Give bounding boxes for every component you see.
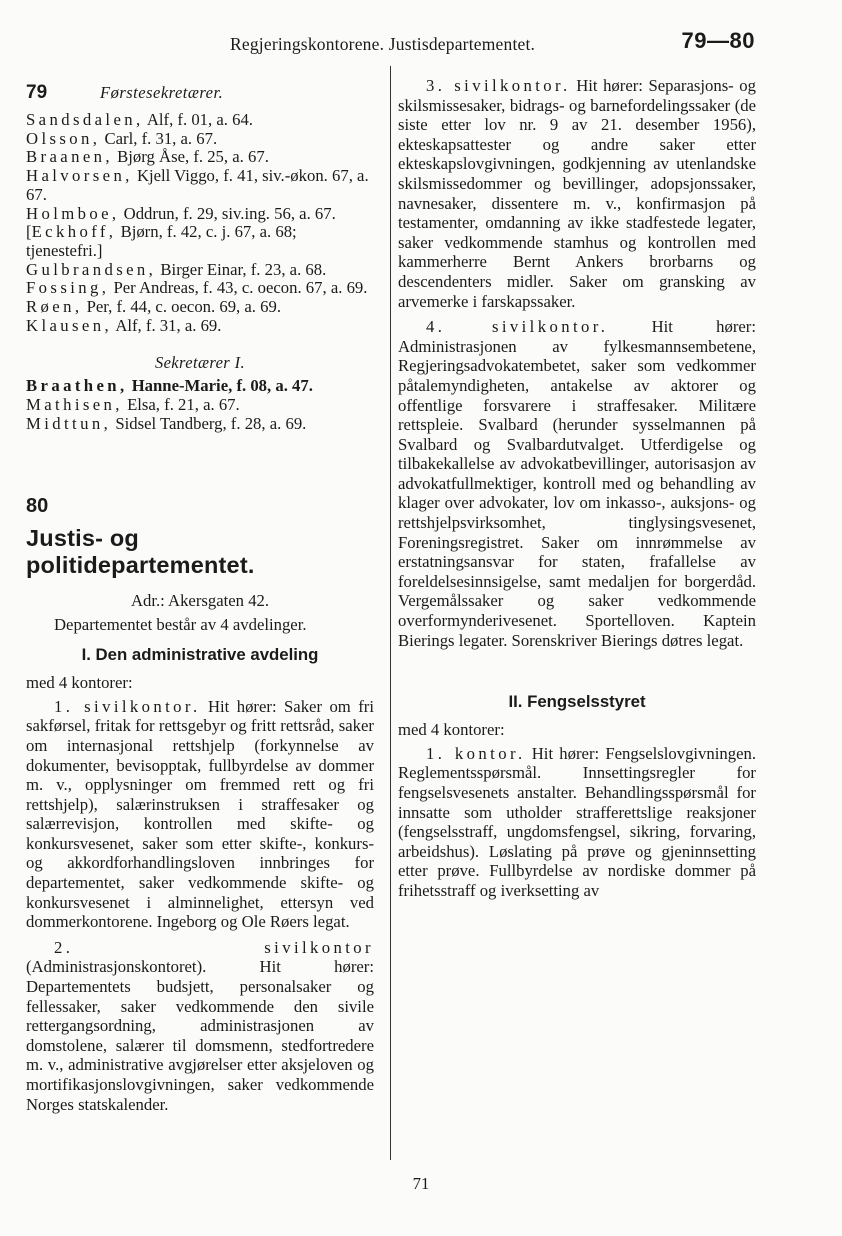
office-1-text: Hit hører: Saker om fri sakførsel, fritak for rettsgebyr og fritt rettsråd, saker om internasjonal rettshjelp (forkynnelse av dokumenter, bevisopptak, fullbyrdelse av dommer m. v., opplysninger om fremmed rett og fri rettshjelp), salærinstruksen i straffesaker og salærrevisjon, kontrollen med skifte- og konkursvesenet, saker som etter skifte-, konkurs- og akkordforhandlingsloven innbringes for departementet, saker vedkommende skifte- og konkursvesenet i alminnelighet, ettersyn ved dommerkontorene. Ingeborg og Ole Røers legat. [26, 696, 374, 932]
office-3-paragraph [398, 76, 756, 311]
division-2-offices: med 4 kontorer: [398, 720, 505, 740]
section-79-number: 79 [26, 82, 48, 103]
secretaries-subheading: Sekretærer I. [154, 353, 246, 373]
list-item: Halvorsen, Kjell Viggo, f. 41, siv.-økon. 67, a. 67. [26, 166, 369, 204]
list-item: Braathen, Hanne-Marie, f. 08, a. 47. [26, 376, 313, 396]
office-3-label: 3. sivilkontor. [426, 76, 571, 95]
section-79-header [26, 82, 374, 104]
right-column [398, 70, 756, 901]
running-header-pages: 79—80 [681, 28, 755, 53]
list-item: Fossing, Per Andreas, f. 43, c. oecon. 67, a. 69. [26, 278, 368, 298]
list-item: Gulbrandsen, Birger Einar, f. 23, a. 68. [26, 259, 327, 279]
column-divider [390, 66, 391, 1160]
prison-office-1-label: 1. kontor. [426, 743, 526, 763]
office-2-text: (Administrasjonskontoret). Hit hører: Departementets budsjett, personalsaker og fellessaker, saker vedkommende den sivile rettergangsordning, administrasjonen av domstolene, salærer til domsmenn, stedfortredere m. v., administrative avgjørelser etter aksjeloven og mortifikasjonslovgivningen, saker vedkommende Norges statskalender. [26, 957, 374, 1114]
department-intro: Departementet består av 4 avdelinger. [54, 614, 307, 634]
office-4-label: 4. sivilkontor. [426, 317, 609, 337]
page-number: 71 [412, 1174, 430, 1193]
division-1-offices: med 4 kontorer: [26, 673, 133, 693]
running-header-title: Regjeringskontorene. Justisdepartementet. [230, 34, 536, 54]
division-1-title: I. Den administrative avdeling [81, 645, 319, 665]
prison-office-1-paragraph [398, 744, 756, 901]
list-item: Klausen, Alf, f. 31, a. 69. [26, 315, 222, 335]
list-item: Mathisen, Elsa, f. 21, a. 67. [26, 395, 240, 415]
left-column [26, 76, 374, 1114]
list-item: Midttun, Sidsel Tandberg, f. 28, a. 69. [26, 413, 307, 433]
section-79-heading: Førstesekretærer. [100, 83, 224, 102]
first-secretaries-list [26, 111, 374, 335]
office-1-label: 1. sivilkontor. [54, 696, 201, 716]
office-3-text: Hit hører: Separasjons- og skilsmissesaker, bidrags- og barnefordelingssaker (de siste etter lov nr. 9 av 21. desember 1956), ekteskapsattester og andre saker etter ekteskapslovgivningen, godkjenning av utenlandske skilsmissedommer og bevillinger, adopsjonssaker, navnesaker, dissentere m. v., konfirmasjon på testamenter, omdanning av ikke stadfestede legater, saker vedkommende stamhus og kontrollen med kammerherre Bernt Ankers brorbarns og descendenters midler. Saker om gransking av arvemerke i farskapssaker. [398, 76, 756, 311]
office-4-text: Hit hører: Administrasjonen av fylkesmannsembetene, Regjeringsadvokatembetet, saker som vedkommer påtalemyndigheten, antakelse av aktorer og offentlige forsvarere i straffesaker. Militære rettspleie. Svalbard (herunder sysselmannen på Svalbard og Svalbardutvalget. Utferdigelse og tilbakekallelse av advokatbevillinger, autorisasjon av advokatfullmektiger, kontroll med og behandling av klager over advokater, lov om inkasso-, auksjons- og rettshjelpsvirksomhet, tinglysingsvesenet, Foreningsregistret. Saker om innrømmelse av erstatningsansvar for staten, frafallelse av foreldelsesinnsigelse, samt medaljen for borgerdåd. Vergemålssaker og saker vedkommende overformynderivesenet. Sportelloven. Kaptein Bierings legater. Sorenskriver Bierings døtres legat. [398, 317, 756, 650]
list-item: Olsson, Carl, f. 31, a. 67. [26, 128, 218, 148]
office-4-paragraph [398, 317, 756, 650]
office-2-paragraph [26, 938, 374, 1114]
list-item: Sandsdalen, Alf, f. 01, a. 64. [26, 110, 253, 129]
department-address: Adr.: Akersgaten 42. [130, 590, 270, 610]
prison-office-1-text: Hit hører: Fengselslovgivningen. Reglementsspørsmål. Innsettingsregler for fengselsvesenets anstalter. Behandlingsspørsmål for innsatte som utholder strafferettslige reaksjoner (fengselsstraff, ungdomsfengsel, sikring, forvaring, arbeidshus). Løslating på prøve og gjeninnsetting etter prøve. Fullbyrdelse av nordiske dommer på frihetsstraff og iverksetting av [398, 743, 756, 900]
list-item: Braanen, Bjørg Åse, f. 25, a. 67. [26, 147, 269, 167]
secretaries-list [26, 377, 374, 433]
department-title: Justis- og politidepartementet. [26, 524, 255, 578]
division-2-title: II. Fengselsstyret [508, 692, 646, 712]
list-item: [Eckhoff, Bjørn, f. 42, c. j. 67, a. 68; tjenestefri.] [26, 222, 297, 260]
list-item: Holmboe, Oddrun, f. 29, siv.ing. 56, a. 67. [26, 203, 336, 223]
office-2-label: 2. sivilkontor [54, 937, 374, 957]
running-header [230, 30, 755, 64]
section-80-number: 80 [26, 494, 49, 517]
office-1-paragraph [26, 697, 374, 932]
list-item: Røen, Per, f. 44, c. oecon. 69, a. 69. [26, 297, 282, 317]
